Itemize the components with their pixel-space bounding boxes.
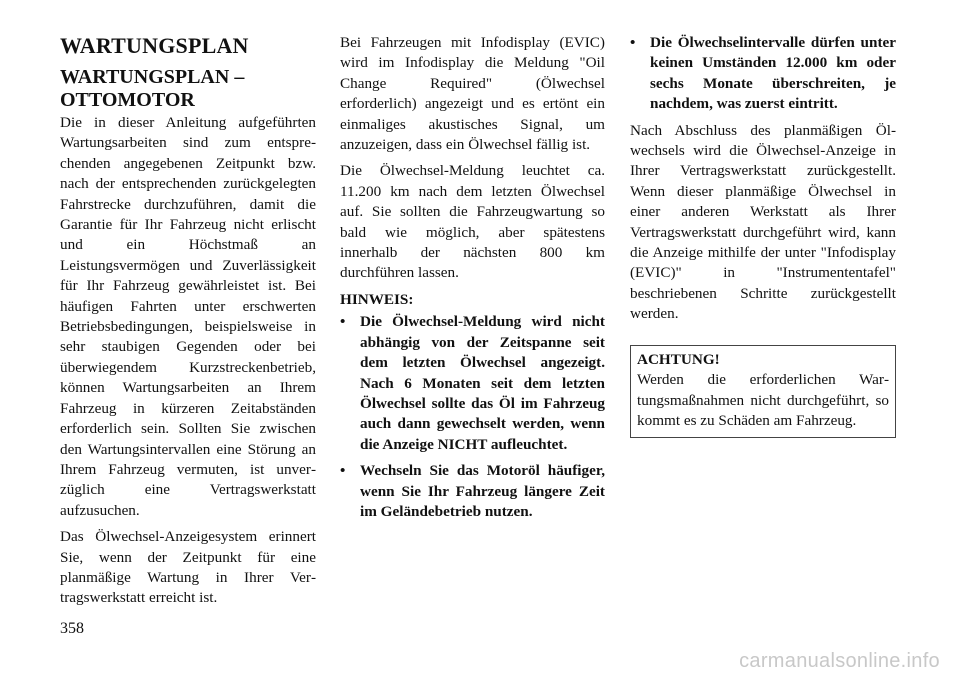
list-item <box>340 312 605 455</box>
paragraph: Die in dieser Anleitung aufgeführten Wartungsarbeiten sind zum entsprechenden angegebenen Zeitpunkt bzw. nach der entsprechenden zurückgelegten Fahrstrecke durchzuführen, damit die Garantie für Ihr Fahrzeug nicht erlischt und ein Höchstmaß an Leistungsvermögen und Zuverlässigkeit für Ihr Fahrzeug gewährleistet ist. Bei häufigen Fahrten unter erschwerten Betriebsbedingungen, beispielsweise in sehr staubigen Gegenden oder bei überwiegendem Kurzstreckenbetrieb, können Wartungsarbeiten an Ihrem Fahrzeug in kürzeren Zeitabständen erforderlich sein. Sollten Sie zwischen den Wartungsintervallen eine Störung an Ihrem Fahrzeug vermuten, ist unverzüglich eine Vertragswerkstatt aufzusuchen. <box>60 114 316 519</box>
bullet-icon: • <box>340 313 346 331</box>
page-title: WARTUNGSPLAN <box>60 33 249 58</box>
watermark: carmanualsonline.info <box>739 650 940 672</box>
warning-text: Werden die erforderlichen Wartungsmaßnahmen nicht durchgeführt, so kommt es zu Schäden am Fahrzeug. <box>637 371 889 429</box>
warning-box <box>630 345 896 439</box>
bullet-icon: • <box>340 462 346 480</box>
bullet-icon: • <box>630 34 636 51</box>
column-2 <box>340 33 605 522</box>
interval-list <box>630 33 896 115</box>
list-item <box>340 461 605 522</box>
list-item-text: Die Ölwechsel-Meldung wird nicht abhängig von der Zeitspanne seit dem letzten Ölwechsel angezeigt. Nach 6 Monaten seit dem letzten Ölwechsel sollte das Öl im Fahrzeug auch dann gewechselt werden, wenn die Anzeige NICHT aufleuchtet. <box>360 313 605 453</box>
list-item-text: Die Ölwechselintervalle dürfen unter keinen Umständen 12.000 km oder sechs Monate überschreiten, je nachdem, was zuerst eintritt. <box>650 34 896 113</box>
note-list <box>340 312 605 522</box>
warning-title: ACHTUNG! <box>637 350 720 368</box>
paragraph: Nach Abschluss des planmäßigen Ölwechsels wird die Ölwechsel-Anzeige in Ihrer Vertragswerkstatt zurückgestellt. Wenn dieser planmäßige Ölwechsel in einer anderen Werkstatt als Ihrer Vertragswerkstatt durchgeführt wird, kann die Anzeige mithilfe der unter "Infodisplay (EVIC)" in "Instrumententafel" beschriebenen Schritte zurückgestellt werden. <box>630 121 896 323</box>
list-item-text: Wechseln Sie das Motoröl häufiger, wenn Sie Ihr Fahrzeug längere Zeit im Geländebetrieb nutzen. <box>360 462 605 520</box>
paragraph: Die Ölwechsel-Meldung leuchtet ca. 11.200 km nach dem letzten Ölwechsel auf. Sie sollten die Fahrzeugwartung so bald wie möglich, aber spätestens innerhalb der nächsten 800 km durchführen lassen. <box>340 162 605 282</box>
list-item <box>630 33 896 115</box>
note-heading: HINWEIS: <box>340 290 414 308</box>
paragraph: Das Ölwechsel-Anzeigesystem erinnert Sie, wenn der Zeitpunkt für eine planmäßige Wartung in Ihrer Vertragswerkstatt erreicht ist. <box>60 528 316 607</box>
page-number: 358 <box>60 620 84 637</box>
section-heading: WARTUNGSPLAN – OTTOMOTOR <box>60 66 245 111</box>
column-3 <box>630 33 896 438</box>
paragraph: Bei Fahrzeugen mit Infodisplay (EVIC) wird im Infodisplay die Meldung "Oil Change Required" (Ölwechsel erforderlich) angezeigt und es ertönt ein einmaliges akustisches Signal, um anzuzeigen, dass ein Ölwechsel fällig ist. <box>340 34 605 154</box>
